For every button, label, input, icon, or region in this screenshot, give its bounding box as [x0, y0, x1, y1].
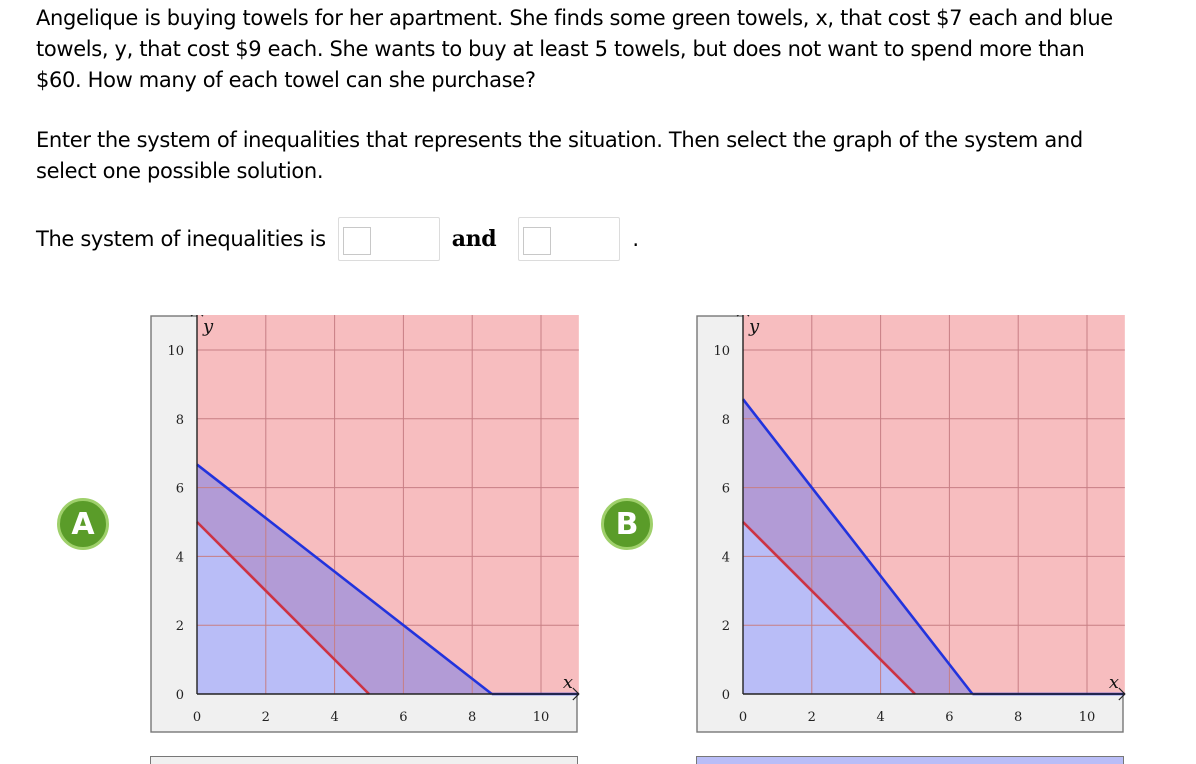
y-tick-label: 8: [175, 412, 184, 428]
y-tick-label: 6: [175, 481, 184, 497]
y-tick-label: 6: [721, 481, 730, 497]
y-tick-label: 4: [175, 550, 184, 566]
option-a-graph[interactable]: [150, 315, 580, 735]
x-tick-label: 4: [876, 710, 885, 725]
y-tick-label: 2: [175, 619, 184, 635]
y-axis-label: y: [749, 316, 760, 338]
y-tick-label: 0: [721, 688, 730, 703]
connector-and: and: [451, 226, 497, 252]
x-tick-label: 10: [532, 710, 550, 725]
sentence-period: .: [632, 227, 639, 251]
problem-text: Angelique is buying towels for her apartment. She finds some green towels, x, that cost $7 each and blue towels, y, that cost $9 each. She wants to buy at least 5 towels, but does not want to spend more than $60. How many of each towel can she purchase?: [36, 6, 1113, 92]
x-tick-label: 4: [330, 710, 339, 725]
x-tick-label: 10: [1078, 710, 1096, 725]
y-tick-label: 8: [721, 412, 730, 428]
system-label: The system of inequalities is: [36, 227, 326, 251]
y-tick-label: 0: [175, 688, 184, 703]
x-tick-label: 8: [468, 710, 477, 725]
input-cursor-box: [343, 227, 371, 255]
y-axis-label: y: [203, 316, 214, 338]
y-tick-label: 10: [713, 344, 730, 359]
option-b-badge[interactable]: B: [601, 498, 653, 550]
option-b-graph[interactable]: [696, 315, 1126, 735]
instructions-text: Enter the system of inequalities that represents the situation. Then select the graph of the system and select one possible solution.: [36, 128, 1083, 183]
x-tick-label: 2: [807, 710, 816, 725]
inequality-input-1[interactable]: [338, 217, 440, 261]
x-tick-label: 6: [399, 710, 408, 725]
y-tick-label: 4: [721, 550, 730, 566]
x-tick-label: 6: [945, 710, 954, 725]
x-axis-label: x: [562, 672, 573, 693]
system-of-inequalities-row: [36, 216, 639, 262]
y-tick-label: 10: [167, 344, 184, 359]
x-tick-label: 8: [1014, 710, 1023, 725]
input-cursor-box: [523, 227, 551, 255]
option-c-graph-top-edge[interactable]: [150, 756, 578, 764]
x-tick-label: 0: [192, 710, 202, 725]
x-axis-label: x: [1108, 672, 1119, 693]
option-d-graph-top-edge[interactable]: [696, 756, 1124, 764]
option-a-badge[interactable]: A: [57, 498, 109, 550]
x-tick-label: 2: [261, 710, 270, 725]
y-tick-label: 2: [721, 619, 730, 635]
inequality-input-2[interactable]: [518, 217, 620, 261]
x-tick-label: 0: [738, 710, 748, 725]
